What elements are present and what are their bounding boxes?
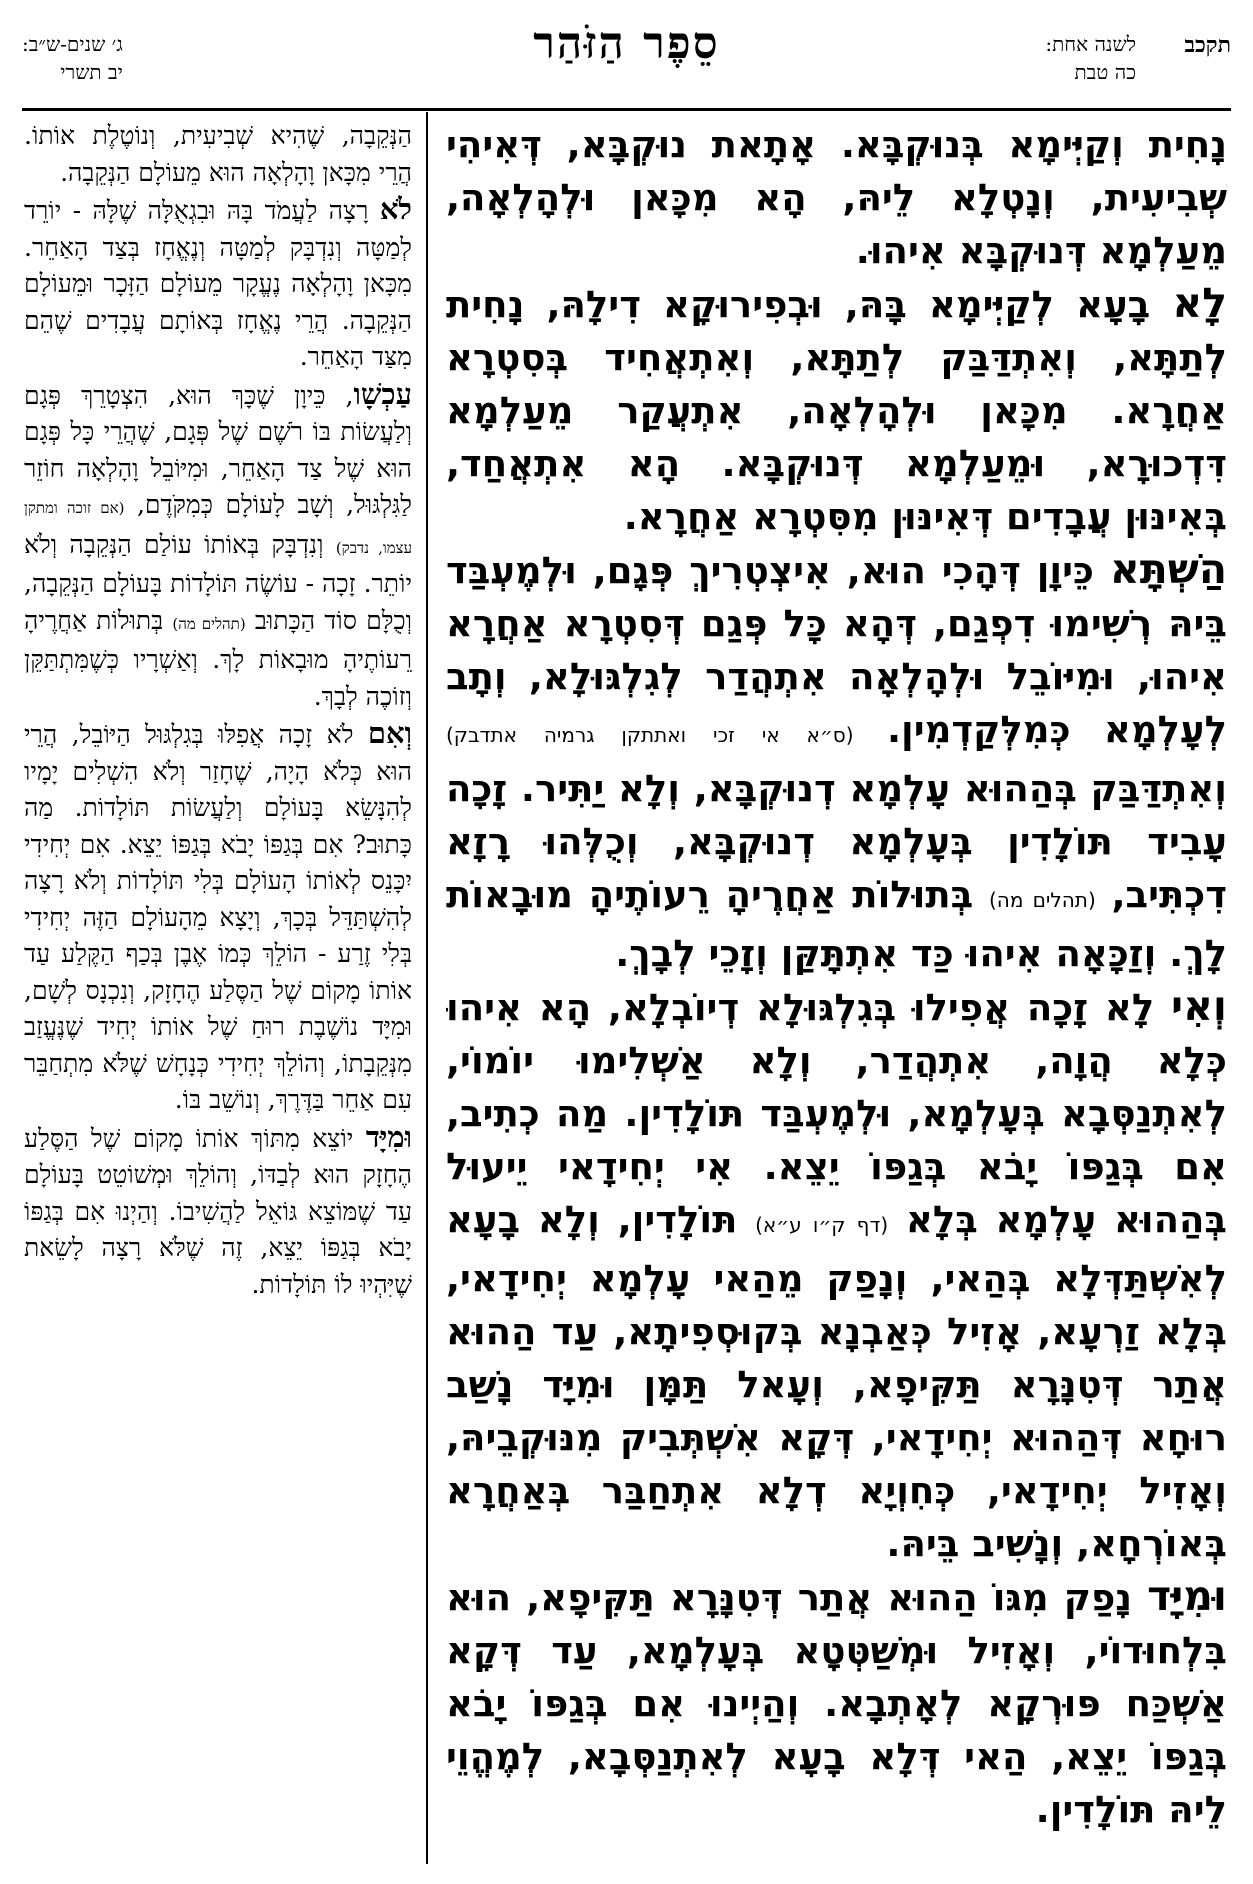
source-note: (ס״א אי זכי ואתתקן גרמיה אתדבק): [446, 723, 854, 747]
main-aramaic-column: [446, 118, 1227, 1858]
page-number: תקכב: [1184, 32, 1231, 58]
header-left-line1: ג׳ שנים-ש״ב:: [22, 32, 123, 56]
header-left-info: [22, 30, 123, 86]
header-rule: [22, 108, 1231, 111]
column-divider: [426, 112, 428, 1864]
side-paragraph-1: הַנְּקֵבָה, שֶׁהִיא שְׁבִיעִית, וְנוֹטֶלֶת אוֹתוֹ. הֲרֵי מִכָּאן וָהָלְאָה הוּא מֵעוֹלָם הַנְּקֵבָה.: [24, 121, 412, 187]
book-title: סֵפֶר הַזֹּהַר: [533, 18, 720, 69]
page-header: [22, 18, 1231, 98]
source-note: (דף ק״ו ע״א): [755, 1213, 889, 1237]
header-left-line2: יב תשרי: [60, 60, 123, 84]
header-right-line2: כה טבת: [1074, 60, 1136, 84]
source-note: (אם זוכה ומתקן עצמו, נדבק): [24, 499, 412, 557]
main-paragraph-4: וְאִי לָא זָכָה אֲפִילוּ בְּגִלְגּוּלָא דְיוֹבְלָא, הָא אִיהוּ כְּלָא הֲוָה, אִתְהֲדַר, וְלָא אַשְׁלִימוּ יוֹמוֹי, לְאִתְנַסְּבָא בְּעָלְמָא, וּלְמֶעְבַּד תּוֹלָדִין. מַה כְתִיב, אִם בְּגַפּוֹ יָבֹא בְּגַפּוֹ יֵצֵא. אִי יְחִידָאי יֵיעוּל בְּהַהוּא עָלְמָא בְּלָא (דף ק״ו ע״א) תּוֹלָדִין, וְלָא בָעָא לְאִשְׁתַּדְּלָא בְּהַאי, וְנָפַק מֵהַאי עָלְמָא יְחִידָאי, בְּלָא זַרְעָא, אָזִיל כְּאַבְנָא בְּקוּסְפִיתָא, עַד הַהוּא אֲתַר דְּטִנָּרָא תַּקִּיפָא, וְעָאל תַּמָּן וּמִיָּד נָשַׁב רוּחָא דְּהַהוּא יְחִידָאי, דְּקָא אִשְׁתְּבִיק מִנּוּקְבֵיהּ, וְאָזִיל יְחִידָאי, כְּחִוְיָא דְלָא אִתְחַבַּר בְּאַחֲרָא בְּאוֹרְחָא, וְנָשִׁיב בֵּיהּ.: [446, 982, 1227, 1565]
hebrew-translation-column: [24, 118, 412, 1858]
main-paragraph-3: הַשְׁתָּא כֵּיוָן דְּהָכִי הוּא, אִיצְטְרִיךְ פְּגָם, וּלְמֶעְבַּד בֵּיהּ רְשִׁימוּ דִפְגַם, דְּהָא כָּל פְּגַם דְּסִטְרָא אַחֲרָא אִיהוּ, וּמִיּוֹבֵל וּלְהָלְאָה אִתְהֲדַר לְגִלְגּוּלָא, וְתָב לְעָלְמָא כְּמִלְּקַדְמִין. (ס״א אי זכי ואתתקן גרמיה אתדבק) וְאִתְדַּבַּק בְּהַהוּא עָלְמָא דְנוּקְבָּא, וְלָא יַתִּיר. זָכָה עָבִיד תּוֹלָדִין בְּעָלְמָא דְנוּקְבָּא, וְכֻלְּהוּ רָזָא דִכְתִּיב, (תהלים מה) בְּתוּלוֹת אַחֲרֶיהָ רֵעוֹתֶיהָ מוּבָאוֹת לָךְ. וְזַכָּאָה אִיהוּ כַּד אִתְתָּקַּן וְזָכֵי לְבָךְ.: [446, 545, 1227, 975]
side-paragraph-3: עַכְשָׁו, כֵּיוָן שֶׁכָּךְ הוּא, הִצְטָרֵךְ פְּגָם וְלַעֲשׂוֹת בּוֹ רֹשֶׁם שֶׁל פְּגָם, שֶׁהֲרֵי כָּל פְּגָם הוּא שֶׁל צַד הָאַחֵר, וּמִיּוֹבֵל וָהָלְאָה חוֹזֵר לַגִּלְגּוּל, וְשָׁב לָעוֹלָם כְּמִקֹּדֶם, (אם זוכה ומתקן עצמו, נדבק) וְנִדְבָּק בְּאוֹתוֹ עוֹלַם הַנְּקֵבָה וְלֹא יוֹתֵר. זָכָה - עוֹשֶׂה תּוֹלָדוֹת בָּעוֹלָם הַנְּקֵבָה, וְכֻלָּם סוֹד הַכָּתוּב (תהלים מה) בְּתוּלוֹת אַחֲרֶיהָ רֵעוֹתֶיהָ מוּבָאוֹת לָךְ. וְאַשְׁרָיו כְּשֶׁמִּתְתַּקֵּן וְזוֹכֶה לְבָךְ.: [24, 376, 412, 711]
side-paragraph-4: וְאִם לֹא זָכָה אֲפִלּוּ בְּגִלְגּוּל הַיּוֹבֵל, הֲרֵי הוּא כְּלֹא הָיָה, שֶׁחָזַר וְלֹא הִשְׁלִים יָמָיו לְהִנָּשֵׂא בָּעוֹלָם וְלַעֲשׂוֹת תּוֹלָדוֹת. מַה כָּתוּב? אִם בְּגַפּוֹ יָבֹא בְּגַפּוֹ יֵצֵא. אִם יְחִידִי יִכָּנֵס לְאוֹתוֹ הָעוֹלָם בְּלִי תּוֹלָדוֹת וְלֹא רָצָה לְהִשְׁתַּדֵּל בְּכָךְ, וְיָצָא מֵהָעוֹלָם הַזֶּה יְחִידִי בְּלִי זֶרַע - הוֹלֵךְ כְּמוֹ אֶבֶן בְּכַף הַקֶּלַע עַד אוֹתוֹ מָקוֹם שֶׁל הַסֶּלַע הֶחָזָק, וְנִכְנָס לְשָׁם, וּמִיָּד נוֹשֶׁבֶת רוּחַ שֶׁל אוֹתוֹ יְחִיד שֶׁנֶּעֱזַב מִנְּקֵבָתוֹ, וְהוֹלֵךְ יְחִידִי כְּנָחָשׁ שֶׁלֹּא מִתְחַבֵּר עִם אַחֵר בַּדֶּרֶךְ, וְנוֹשֵׁב בּוֹ.: [24, 716, 412, 1114]
header-right-line1: לשנה אחת:: [1045, 32, 1136, 56]
side-paragraph-5: וּמִיָּד יוֹצֵא מִתּוֹךְ אוֹתוֹ מָקוֹם שֶׁל הַסֶּלַע הֶחָזָק הוּא לְבַדּוֹ, וְהוֹלֵךְ וּמְשׁוֹטֵט בָּעוֹלָם עַד שֶׁמּוֹצֵא גּוֹאֵל לַהֲשִׁיבוֹ. וְהַיְנוּ אִם בְּגַפּוֹ יָבֹא בְּגַפּוֹ יֵצֵא, זֶה שֶׁלֹּא רָצָה לָשֵׂאת שֶׁיִּהְיוּ לוֹ תּוֹלָדוֹת.: [24, 1119, 412, 1299]
main-paragraph-5: וּמִיָּד נָפַק מִגּוֹ הַהוּא אֲתַר דְּטִנָּרָא תַּקִּיפָא, הוּא בִּלְחוּדוֹי, וְאָזִיל וּמְשַׁטְּטָא בְּעָלְמָא, עַד דְּקָא אַשְׁכַּח פּוּרְקָא לְאָתְבָא. וְהַיְינוּ אִם בְּגַפּוֹ יָבֹא בְּגַפּוֹ יֵצֵא, הַאי דְּלָא בָעָא לְאִתְנַסְּבָא, לְמֶהֱוֵי לֵיהּ תּוֹלָדִין.: [446, 1572, 1227, 1831]
source-note: (תהלים מה): [172, 614, 246, 633]
main-paragraph-1: נָחִית וְקַיְּימָא בְּנוּקְבָּא. אָתָאת נוּקְבָּא, דְּאִיהִי שְׁבִיעִית, וְנָטְלָא לֵיהּ, הָא מִכָּאן וּלְהָלְאָה, מֵעַלְמָא דְּנוּקְבָּא אִיהוּ.: [446, 123, 1227, 272]
main-paragraph-2: לָא בָעָא לְקַיְּימָא בָּהּ, וּבְפִירוּקָא דִילָהּ, נָחִית לְתַתָּא, וְאִתְדַּבַּק לְתַתָּא, וְאִתְאֲחִיד בְּסִטְרָא אַחֲרָא. מִכָּאן וּלְהָלְאָה, אִתְעֲקַר מֵעַלְמָא דִּדְכוּרָא, וּמֵעַלְמָא דְּנוּקְבָּא. הָא אִתְאֲחַד, בְּאִינּוּן עֲבָדִים דְּאִינּוּן מִסִּטְרָא אַחֲרָא.: [446, 279, 1227, 538]
side-paragraph-2: לֹא רָצָה לַעֲמֹד בָּהּ וּבִגְאֻלָּה שֶׁלָּהּ - יוֹרֵד לְמַטָּה וְנִדְבָּק לְמַטָּה וְנֶאֱחָז בְּצַד הָאַחֵר. מִכָּאן וָהָלְאָה נֶעֱקָר מֵעוֹלָם הַזָּכָר וּמֵעוֹלָם הַנְּקֵבָה. הֲרֵי נֶאֱחָז בְּאוֹתָם עֲבָדִים שֶׁהֵם מִצַּד הָאַחֵר.: [24, 192, 412, 371]
source-note: (תהלים מה): [988, 888, 1096, 912]
